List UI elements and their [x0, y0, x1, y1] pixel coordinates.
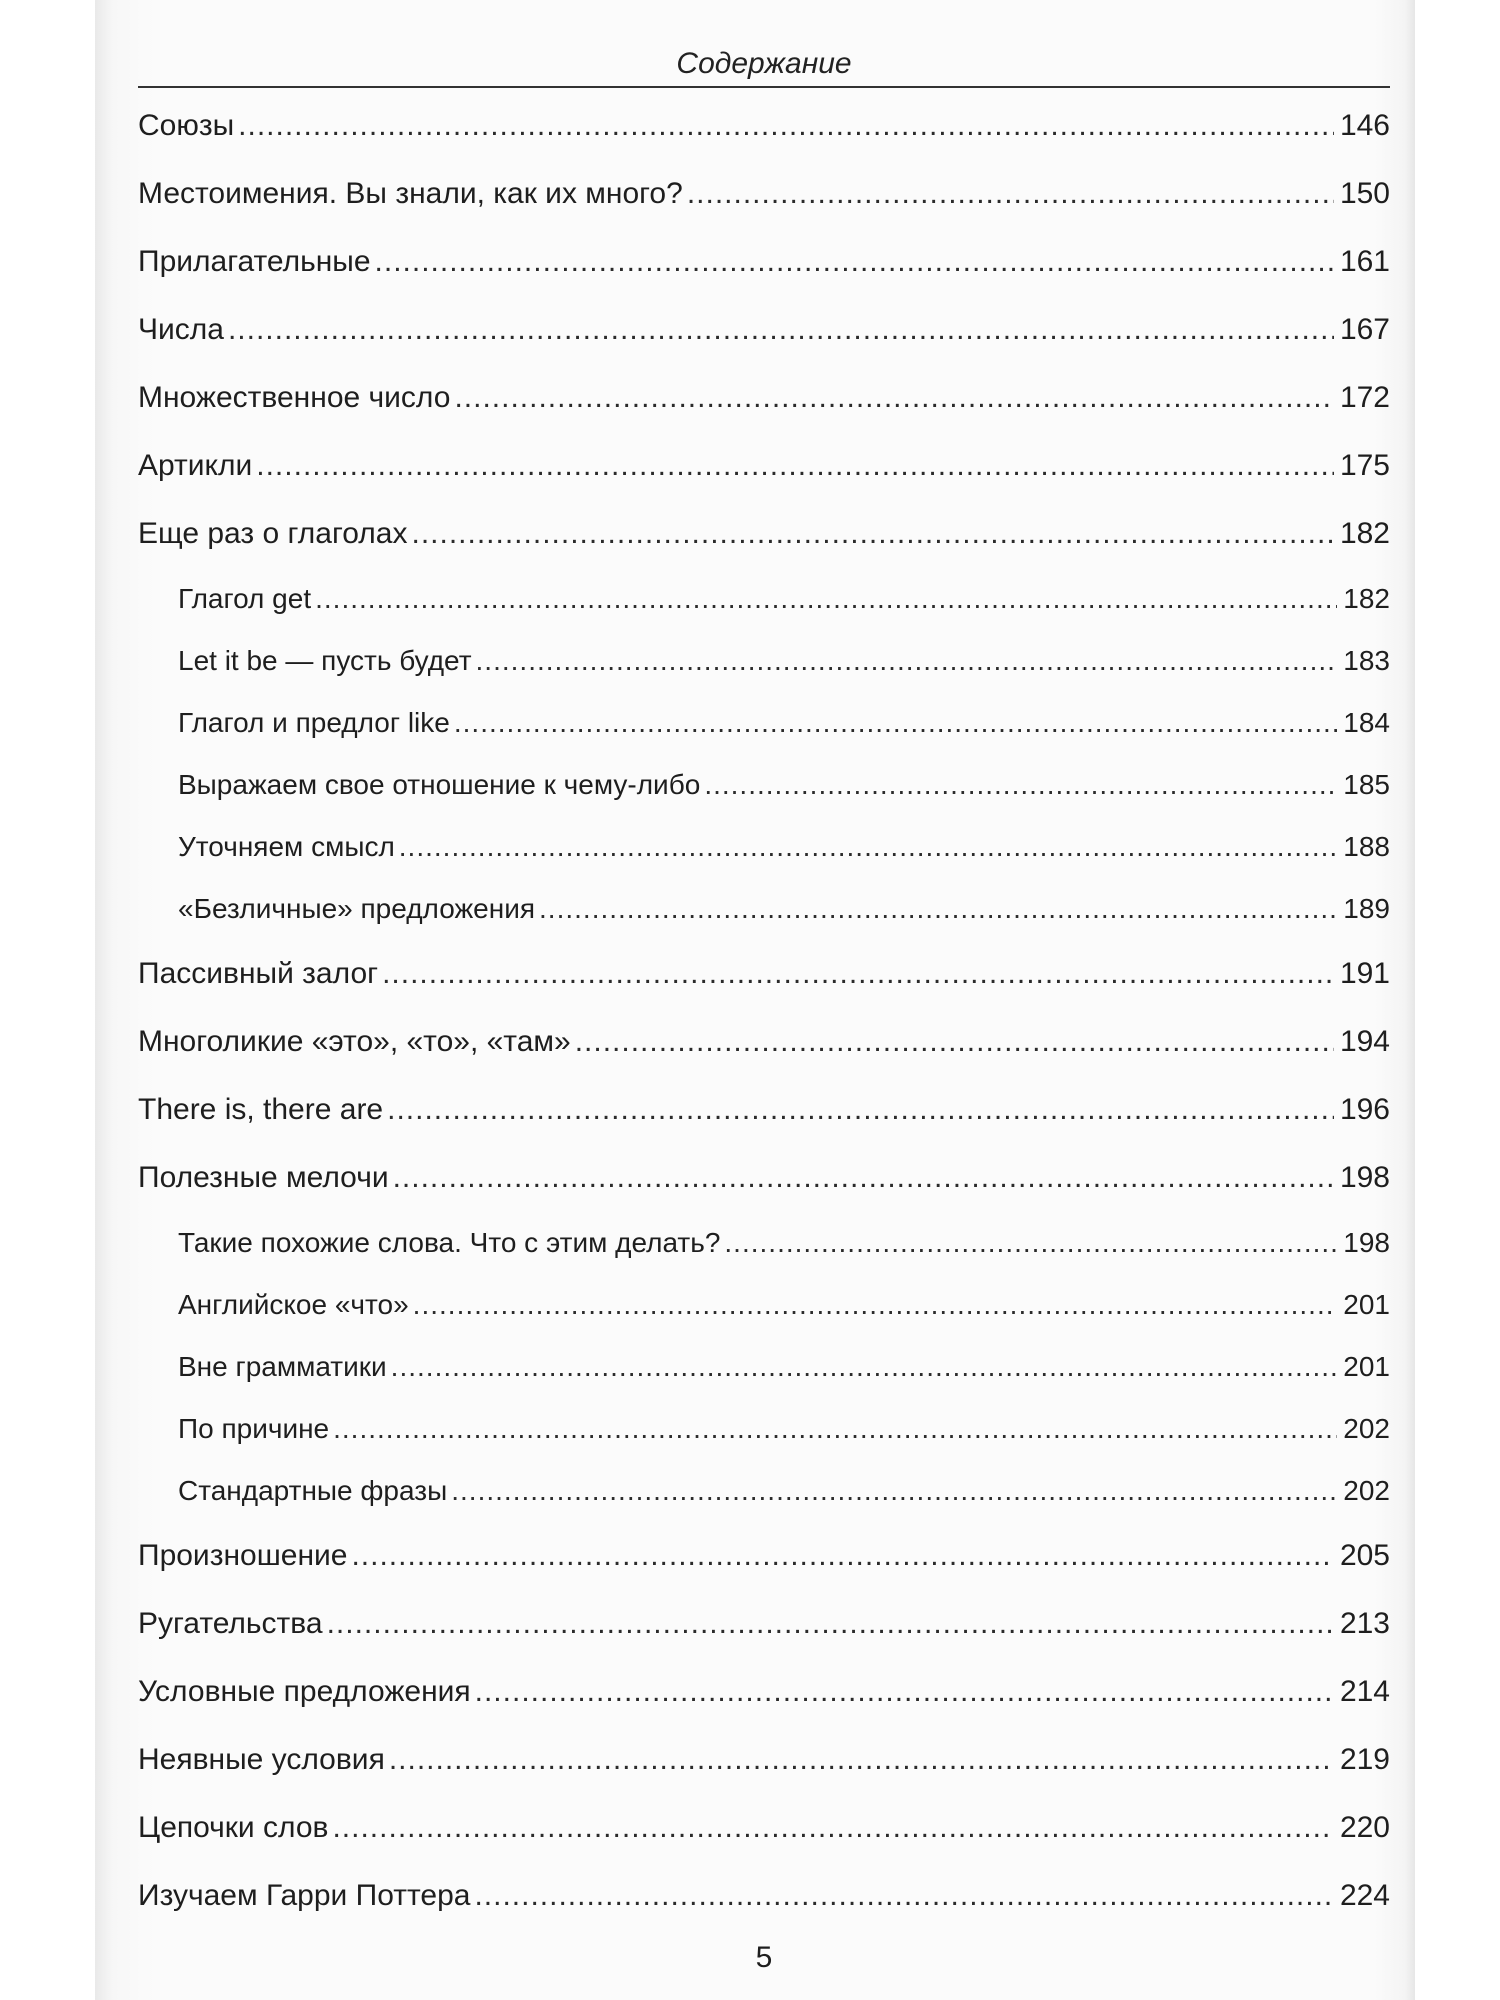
toc-subentry-page: 189: [1343, 893, 1390, 924]
toc-subentry-page: 201: [1343, 1289, 1390, 1320]
dot-leader: [475, 1658, 1334, 1726]
table-of-contents: [138, 92, 1390, 1930]
toc-entry-page: 194: [1339, 1025, 1390, 1058]
toc-subentry: [138, 816, 1390, 878]
toc-entry-page: 213: [1339, 1607, 1390, 1640]
dot-leader: [474, 1862, 1334, 1930]
toc-entry-title: There is, there are: [138, 1093, 384, 1126]
page-header-title: Содержание: [676, 47, 852, 80]
toc-entry-title: Условные предложения: [138, 1675, 471, 1708]
toc-subentry-page: 185: [1343, 769, 1390, 800]
toc-entry: [138, 432, 1390, 500]
toc-entry: [138, 1144, 1390, 1212]
toc-entry-page: 175: [1339, 449, 1390, 482]
dot-leader: [382, 940, 1334, 1008]
dot-leader: [315, 568, 1337, 630]
toc-subentry-title: Вне грамматики: [178, 1351, 387, 1382]
toc-subentry-title: Такие похожие слова. Что с этим делать?: [178, 1227, 721, 1258]
toc-subentry-page: 198: [1343, 1227, 1390, 1258]
dot-leader: [451, 1460, 1337, 1522]
toc-entry-page: 224: [1339, 1879, 1390, 1912]
toc-subentry: [138, 1212, 1390, 1274]
dot-leader: [454, 692, 1337, 754]
header-rule: [138, 86, 1390, 88]
dot-leader: [389, 1726, 1334, 1794]
dot-leader: [575, 1008, 1334, 1076]
toc-entry-title: Неявные условия: [138, 1743, 385, 1776]
toc-subentry-title: Уточняем смысл: [178, 831, 395, 862]
toc-entry: [138, 364, 1390, 432]
toc-subentry-title: Стандартные фразы: [178, 1475, 448, 1506]
toc-subentry-title: Let it be — пусть будет: [178, 645, 472, 676]
toc-entry: [138, 1862, 1390, 1930]
dot-leader: [228, 296, 1334, 364]
dot-leader: [375, 228, 1334, 296]
dot-leader: [333, 1398, 1337, 1460]
toc-entry-title: Прилагательные: [138, 245, 371, 278]
dot-leader: [391, 1336, 1338, 1398]
toc-entry-title: Артикли: [138, 449, 253, 482]
toc-subentry-title: Глагол get: [178, 583, 312, 614]
toc-subentry: [138, 568, 1390, 630]
toc-subentry-title: Английское «что»: [178, 1289, 409, 1320]
toc-entry-title: Цепочки слов: [138, 1811, 329, 1844]
toc-entry-page: 191: [1339, 957, 1390, 990]
toc-entry: [138, 296, 1390, 364]
toc-entry-title: Произношение: [138, 1539, 348, 1572]
dot-leader: [351, 1522, 1333, 1590]
toc-entry-page: 161: [1339, 245, 1390, 278]
toc-entry-page: 198: [1339, 1161, 1390, 1194]
dot-leader: [539, 878, 1337, 940]
toc-entry: [138, 1658, 1390, 1726]
toc-entry: [138, 228, 1390, 296]
toc-entry: [138, 500, 1390, 568]
dot-leader: [412, 500, 1334, 568]
toc-subentry: [138, 1460, 1390, 1522]
page-number: 5: [755, 1941, 773, 1974]
dot-leader: [687, 160, 1334, 228]
dot-leader: [724, 1212, 1337, 1274]
toc-subentry-page: 201: [1343, 1351, 1390, 1382]
dot-leader: [704, 754, 1337, 816]
dot-leader: [256, 432, 1334, 500]
toc-subentry-page: 183: [1343, 645, 1390, 676]
toc-entry-title: Еще раз о глаголах: [138, 517, 408, 550]
toc-entry-page: 219: [1339, 1743, 1390, 1776]
dot-leader: [399, 816, 1338, 878]
toc-subentry: [138, 1398, 1390, 1460]
dot-leader: [387, 1076, 1334, 1144]
toc-entry-title: Ругательства: [138, 1607, 323, 1640]
toc-entry-page: 205: [1339, 1539, 1390, 1572]
toc-subentry: [138, 1336, 1390, 1398]
dot-leader: [454, 364, 1334, 432]
dot-leader: [332, 1794, 1333, 1862]
toc-entry-page: 146: [1339, 109, 1390, 142]
toc-subentry-title: По причине: [178, 1413, 330, 1444]
dot-leader: [327, 1590, 1334, 1658]
toc-subentry: [138, 630, 1390, 692]
toc-entry-page: 214: [1339, 1675, 1390, 1708]
toc-entry-page: 220: [1339, 1811, 1390, 1844]
toc-entry-title: Множественное число: [138, 381, 451, 414]
toc-entry-title: Числа: [138, 313, 224, 346]
toc-subentry-page: 182: [1343, 583, 1390, 614]
dot-leader: [238, 92, 1334, 160]
toc-entry: [138, 1726, 1390, 1794]
toc-entry-title: Полезные мелочи: [138, 1161, 389, 1194]
toc-entry: [138, 160, 1390, 228]
toc-entry-page: 167: [1339, 313, 1390, 346]
toc-subentry-title: Выражаем свое отношение к чему-либо: [178, 769, 701, 800]
toc-entry-title: Пассивный залог: [138, 957, 379, 990]
toc-entry: [138, 92, 1390, 160]
toc-entry-page: 182: [1339, 517, 1390, 550]
toc-subentry: [138, 692, 1390, 754]
toc-subentry-page: 184: [1343, 707, 1390, 738]
toc-entry: [138, 940, 1390, 1008]
toc-entry-title: Многоликие «это», «то», «там»: [138, 1025, 571, 1058]
toc-subentry-page: 202: [1343, 1413, 1390, 1444]
toc-entry: [138, 1590, 1390, 1658]
toc-subentry: [138, 754, 1390, 816]
toc-subentry: [138, 878, 1390, 940]
toc-entry-title: Местоимения. Вы знали, как их много?: [138, 177, 683, 210]
toc-entry-page: 172: [1339, 381, 1390, 414]
toc-entry-page: 150: [1339, 177, 1390, 210]
toc-entry-page: 196: [1339, 1093, 1390, 1126]
toc-subentry-page: 188: [1343, 831, 1390, 862]
toc-subentry-page: 202: [1343, 1475, 1390, 1506]
toc-entry: [138, 1522, 1390, 1590]
toc-entry: [138, 1008, 1390, 1076]
toc-subentry-title: Глагол и предлог like: [178, 707, 450, 738]
toc-subentry-title: «Безличные» предложения: [178, 893, 536, 924]
toc-entry-title: Союзы: [138, 109, 235, 142]
dot-leader: [413, 1274, 1338, 1336]
toc-entry-title: Изучаем Гарри Поттера: [138, 1879, 471, 1912]
toc-subentry: [138, 1274, 1390, 1336]
dot-leader: [393, 1144, 1334, 1212]
toc-entry: [138, 1794, 1390, 1862]
toc-entry: [138, 1076, 1390, 1144]
dot-leader: [476, 630, 1338, 692]
